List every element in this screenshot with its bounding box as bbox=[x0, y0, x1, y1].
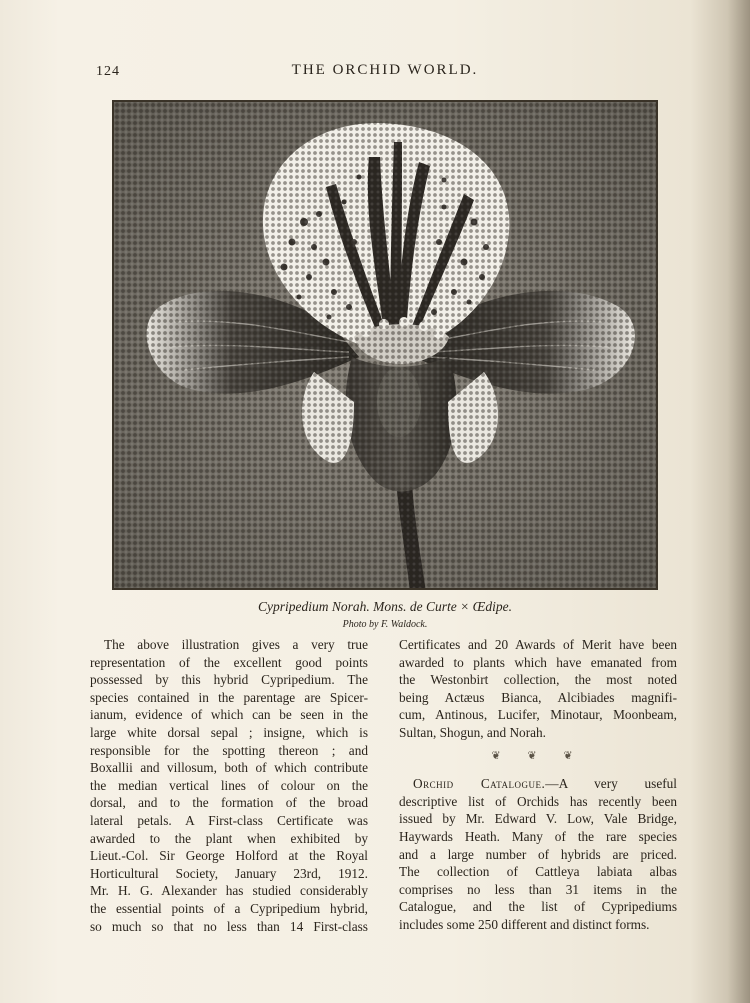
text-line: includes some 250 different and distinct forms. bbox=[399, 916, 650, 932]
text-line: possessed by this hybrid Cypripedium. The bbox=[90, 672, 368, 688]
text-line: Haywards Heath. Many of the rare species bbox=[399, 828, 677, 844]
text-line: large white dorsal sepal ; insigne, which is bbox=[90, 724, 368, 740]
text-line: so much so that no less than 14 First-class bbox=[90, 918, 368, 934]
text-line: species contained in the parentage are Spicer- bbox=[90, 689, 368, 705]
text-line: ianum, evidence of which can be seen in the bbox=[90, 707, 368, 723]
photo-credit: Photo by F. Waldock. bbox=[342, 619, 428, 630]
text-line: Boxallii and villosum, both of which contribute bbox=[90, 760, 368, 776]
right-column-text bbox=[399, 636, 677, 934]
text-line bbox=[399, 775, 677, 793]
text-line: awarded to plants which have emanated from bbox=[399, 654, 677, 670]
text-line: The above illustration gives a very true bbox=[104, 637, 368, 652]
text-line: Catalogue, and the list of Cypripediums bbox=[399, 899, 677, 915]
orchid-flower-illustration bbox=[114, 102, 658, 590]
text-line: representation of the excellent good points bbox=[90, 654, 368, 670]
text-line: awarded to the plant when exhibited by bbox=[90, 830, 368, 846]
orchid-photograph bbox=[112, 100, 658, 590]
text-line: descriptive list of Orchids has recently been bbox=[399, 793, 677, 809]
text-line: cum, Antinous, Lucifer, Minotaur, Moonbeam, bbox=[399, 707, 677, 723]
figure-caption: Cypripedium Norah. Mons. de Curte × Œdipe. bbox=[258, 599, 512, 614]
section-heading: Orchid Catalogue. bbox=[413, 776, 546, 792]
text-line: the median vertical lines of colour on the bbox=[90, 777, 368, 793]
text-line: Mr. H. G. Alexander has studied considerably bbox=[90, 883, 368, 899]
text-line: issued by Mr. Edward V. Low, Vale Bridge, bbox=[399, 811, 677, 827]
section-heading-continuation: —A very useful bbox=[545, 776, 677, 792]
page-number: 124 bbox=[96, 64, 120, 79]
text-line: comprises no less than 31 items in the bbox=[399, 881, 677, 897]
text-line: Lieut.-Col. Sir George Holford at the Royal bbox=[90, 848, 368, 864]
left-column-text bbox=[90, 636, 368, 935]
text-line: the Westonbirt collection, the most noted bbox=[399, 672, 677, 688]
text-line: Certificates and 20 Awards of Merit have been bbox=[399, 637, 677, 652]
text-line: Sultan, Shogun, and Norah. bbox=[399, 724, 546, 740]
section-ornament: ❦ ❦ ❦ bbox=[491, 749, 585, 762]
text-line: responsible for the spotting thereon ; and bbox=[90, 742, 368, 758]
text-line: and a large number of hybrids are priced. bbox=[399, 846, 677, 862]
text-line: The collection of Cattleya labiata albas bbox=[399, 864, 677, 880]
text-line: dorsal, and to the formation of the broad bbox=[90, 795, 368, 811]
text-line: the essential points of a Cypripedium hybrid, bbox=[90, 900, 368, 916]
text-line: being Actæus Bianca, Alcibiades magnifi- bbox=[399, 689, 677, 705]
text-line: Horticultural Society, January 23rd, 1912. bbox=[90, 865, 368, 881]
text-line: lateral petals. A First-class Certificate was bbox=[90, 812, 368, 828]
running-head: THE ORCHID WORLD. bbox=[291, 62, 479, 78]
